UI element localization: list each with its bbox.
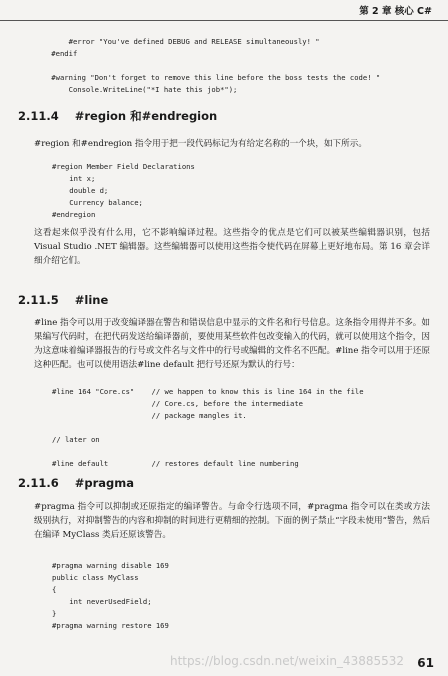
code-block-line: #line 164 "Core.cs" // we happen to know this is line 164 in the file // Core.cs, before the intermediate // package mangles it. // later on #line default // restores default line numbering bbox=[52, 387, 364, 468]
page-number: 61 bbox=[417, 656, 434, 670]
code-block-warning: #error "You've defined DEBUG and RELEASE simultaneously! " #endif #warning "Don't forget to remove this line before the boss tests the code! " Console.WriteLine("*I hate this job*"); bbox=[51, 37, 381, 94]
section-heading-region bbox=[18, 108, 217, 124]
paragraph-line-explanation: #line 指令可以用于改变编译器在警告和错误信息中显示的文件名和行号信息。这条指令用得并不多。如果编写代码时，在把代码发送给编译器前，要使用某些软件包改变输入的代码，就可以使用这个指令，因为这意味着编译器报告的行号或文件名与文件中的行号或编辑的文件名不匹配。#line 指令可以用于还原这种匹配。也可以使用语法#line default 把行号还原为默认的行号： bbox=[34, 318, 430, 370]
section-heading-line bbox=[18, 293, 108, 307]
code-block-region: #region Member Field Declarations int x; double d; Currency balance; #endregion bbox=[52, 162, 195, 219]
paragraph-pragma-explanation: #pragma 指令可以抑制或还原指定的编译警告。与命令行选项不同，#pragma 指令可以在类或方法级别执行，对抑制警告的内容和抑制的时间进行更精细的控制。下面的例子禁止“字段未使用”警告，然后在编译 MyClass 类后还原该警告。 bbox=[34, 502, 430, 540]
section-title: #region 和#endregion bbox=[74, 109, 218, 123]
page-header bbox=[0, 0, 448, 21]
code-block-pragma: #pragma warning disable 169 public class MyClass { int neverUsedField; } #pragma warning restore 169 bbox=[52, 561, 169, 630]
section-number: 2.11.6 bbox=[18, 476, 59, 490]
section-title: #pragma bbox=[74, 476, 135, 490]
section-heading-pragma bbox=[18, 476, 134, 490]
paragraph-region-intro: #region 和#endregion 指令用于把一段代码标记为有给定名称的一个块，如下所示。 bbox=[34, 139, 367, 149]
paragraph-region-explanation: 这看起来似乎没有什么用，它不影响编译过程。这些指令的优点是它们可以被某些编辑器识别，包括 Visual Studio .NET 编辑器。这些编辑器可以使用这些指令使代码在屏幕上更好地布局。第 16 章会详细介绍它们。 bbox=[34, 228, 430, 266]
section-number: 2.11.5 bbox=[18, 293, 59, 307]
section-title: #line bbox=[74, 293, 109, 307]
section-number: 2.11.4 bbox=[18, 109, 59, 123]
chapter-title: 第 2 章 核心 C# bbox=[359, 6, 432, 17]
watermark-url: https://blog.csdn.net/weixin_43885532 bbox=[170, 654, 405, 668]
